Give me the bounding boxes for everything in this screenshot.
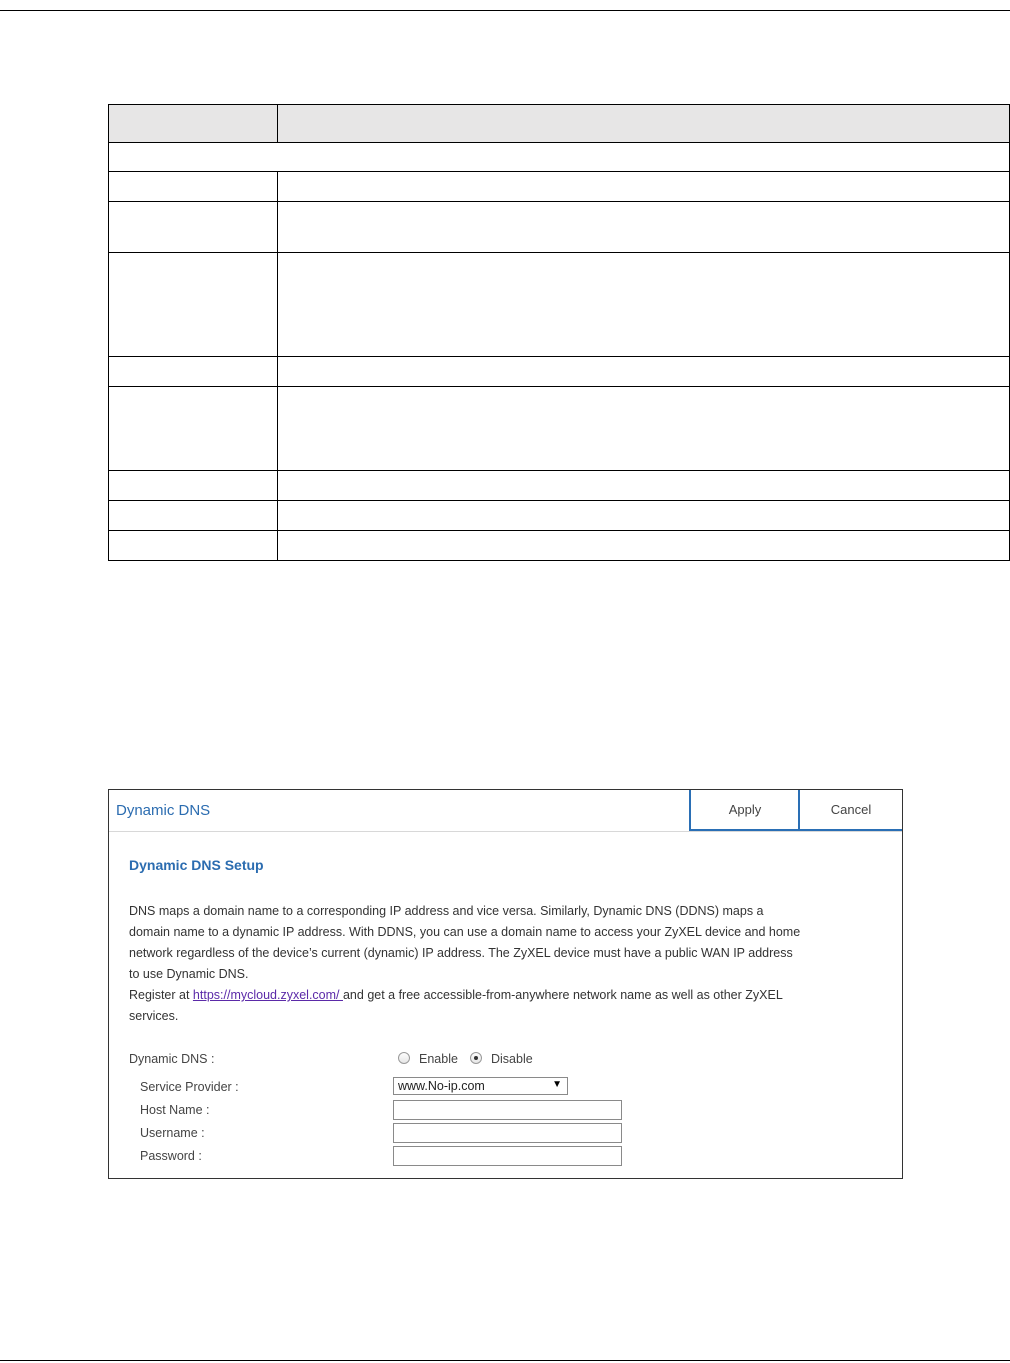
- description-line: services.: [129, 1009, 179, 1023]
- header-cell: [278, 105, 1010, 143]
- register-suffix: and get a free accessible-from-anywhere network name as well as other ZyXEL: [342, 988, 783, 1002]
- password-label: Password :: [140, 1149, 202, 1163]
- password-input[interactable]: [393, 1146, 622, 1166]
- username-input[interactable]: [393, 1123, 622, 1143]
- table-cell: [278, 253, 1010, 357]
- enable-label[interactable]: Enable: [419, 1052, 458, 1066]
- table-cell: [109, 471, 278, 501]
- description-line: domain name to a dynamic IP address. With DDNS, you can use a domain name to access your ZyXEL device and home: [129, 925, 801, 939]
- table-cell: [109, 531, 278, 561]
- dynamic-dns-label: Dynamic DNS :: [129, 1052, 215, 1066]
- table-row: [109, 471, 1010, 501]
- table-cell: [109, 172, 278, 202]
- description: [129, 901, 849, 1027]
- table-row: [109, 357, 1010, 387]
- host-name-input[interactable]: [393, 1100, 622, 1120]
- description-line: network regardless of the device’s current (dynamic) IP address. The ZyXEL device must have a public WAN IP address: [129, 946, 793, 960]
- table-cell: [109, 253, 278, 357]
- description-line: DNS maps a domain name to a corresponding IP address and vice versa. Similarly, Dynamic DNS (DDNS) maps a: [129, 904, 764, 918]
- table-section-row: [109, 143, 1010, 172]
- table-header-row: [109, 105, 1010, 143]
- setup-title: Dynamic DNS Setup: [129, 857, 264, 873]
- panel-header: [109, 790, 902, 832]
- table-row: [109, 172, 1010, 202]
- page-bottom-rule: [0, 1360, 1010, 1361]
- disable-label[interactable]: Disable: [491, 1052, 533, 1066]
- description-line: to use Dynamic DNS.: [129, 967, 249, 981]
- page-top-rule: [0, 10, 1010, 11]
- mycloud-link[interactable]: https://mycloud.zyxel.com/: [192, 988, 343, 1002]
- section-cell: [109, 143, 1010, 172]
- table-cell: [109, 357, 278, 387]
- service-provider-select[interactable]: [393, 1077, 568, 1095]
- table-row: [109, 202, 1010, 253]
- dynamic-dns-panel: [108, 789, 903, 1179]
- table-cell: [278, 531, 1010, 561]
- table-cell: [278, 172, 1010, 202]
- reference-table: [108, 104, 1010, 561]
- disable-radio[interactable]: [470, 1052, 482, 1064]
- table-row: [109, 387, 1010, 471]
- table-row: [109, 531, 1010, 561]
- table-cell: [278, 387, 1010, 471]
- table-row: [109, 253, 1010, 357]
- apply-button[interactable]: Apply: [689, 790, 799, 831]
- enable-radio[interactable]: [398, 1052, 410, 1064]
- register-prefix: Register at: [129, 988, 193, 1002]
- service-provider-value: www.No-ip.com: [398, 1079, 485, 1093]
- header-cell: [109, 105, 278, 143]
- table-cell: [278, 202, 1010, 253]
- table-row: [109, 501, 1010, 531]
- username-label: Username :: [140, 1126, 205, 1140]
- dropdown-arrow-icon: ▼: [552, 1079, 562, 1090]
- host-name-label: Host Name :: [140, 1103, 210, 1117]
- cancel-button[interactable]: Cancel: [798, 790, 902, 831]
- table-cell: [278, 471, 1010, 501]
- service-provider-label: Service Provider :: [140, 1080, 239, 1094]
- panel-title: Dynamic DNS: [116, 802, 211, 819]
- table-cell: [109, 387, 278, 471]
- table-cell: [109, 501, 278, 531]
- table-cell: [278, 501, 1010, 531]
- table-cell: [109, 202, 278, 253]
- table-cell: [278, 357, 1010, 387]
